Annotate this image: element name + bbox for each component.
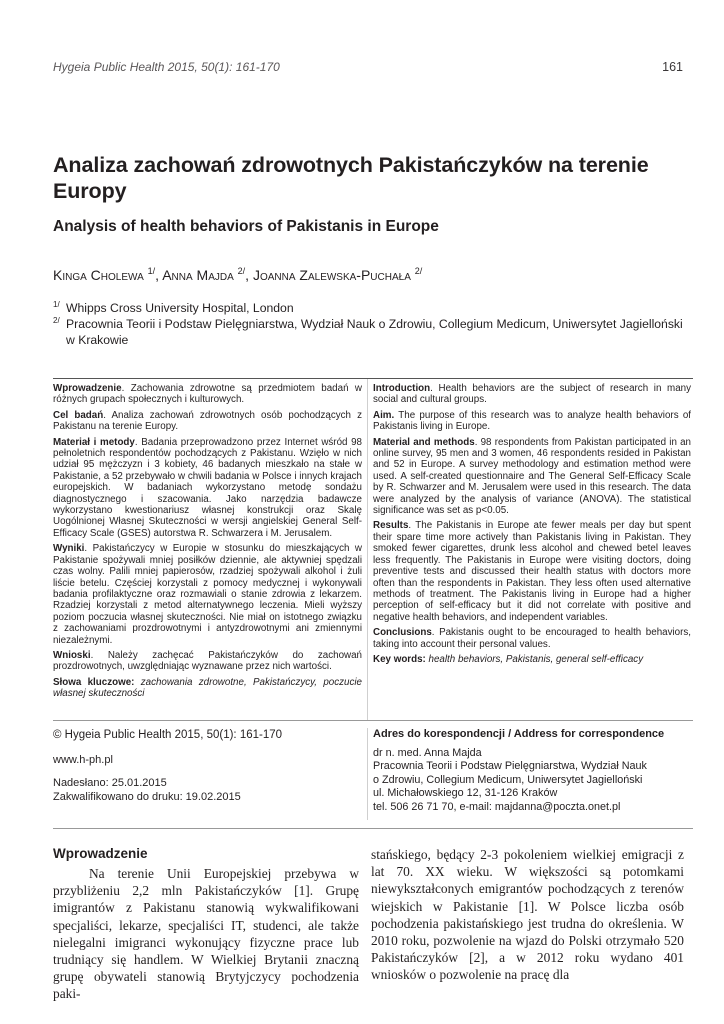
abstract-paragraph (373, 383, 691, 406)
body-column-left (53, 846, 359, 1003)
abstract-divider (367, 379, 368, 720)
author-affiliation-mark: 2/ (237, 266, 246, 276)
abstract-label: Aim. (373, 409, 395, 421)
abstract-paragraph (53, 437, 362, 540)
body-paragraph: stańskiego, będący 2-3 pokoleniem wielkiej emigracji z lat 70. XX wieku. W większości są potomkami niewykształconych emigrantów pochodzących z terenów wiejskich w Pakistanie [1]. W Polsce liczba osób pochodzenia pakistańskiego jest trudna do określenia. W 2010 roku, pozwolenie na wjazd do Polski otrzymało 520 Pakistańczyków [2], a w 2012 roku wydano 401 wniosków o pozwolenie na pracę dla (371, 847, 684, 983)
affiliation-text: Pracownia Teorii i Podstaw Pielęgniarstwa, Wydział Nauk o Zdrowiu, Collegium Medicum, Uniwersytet Jagielloński w Krakowie (66, 317, 683, 347)
author-list (53, 266, 693, 283)
body-column-right (371, 846, 684, 984)
abstract-label: Results (373, 520, 409, 532)
abstract-text: . Health behaviors are the subject of research in many social and cultural groups. (373, 383, 691, 406)
publication-info (53, 728, 362, 804)
abstract-text: . Należy zachęcać Pakistańczyków do zachowań prozdrowotnych, uwzględniając wyznawane przez nich wartości. (53, 649, 362, 673)
keywords-text: health behaviors, Pakistanis, general self-efficacy (425, 653, 644, 665)
correspondence-line: Pracownia Teorii i Podstaw Pielęgniarstwa, Wydział Nauk (373, 760, 647, 773)
abstract-text: . Badania przeprowadzono przez Internet wśród 98 pełnoletnich respondentów pochodzących z Pakistanu. Wzięło w nich udział 95 mężczyzn i 3 kobiety, 46 badanych mieszkało na stałe w Pakistanie, a 52 przebywało w chwili badania w Polsce i innych krajach europejskich. W badaniach wykorzystano metodę sondażu diagnostycznego i szacowania. Jako narzędzia badawcze wykorzystano kwestionariusz własnej konstrukcji oraz Skalę Uogólnionej Własnej Skuteczności w wersji angielskiej General Self-Efficacy Scale (GSES) autorstwa R. Schwarzera i M. Jerusalem. (53, 436, 362, 539)
abstract-label: Cel badań (53, 409, 104, 421)
author-name: Kinga Cholewa (53, 267, 144, 283)
abstract-text: . Pakistanis ought to be encouraged to health behaviors, taking into account their personal values. (373, 627, 691, 650)
abstract-paragraph (373, 520, 691, 623)
abstract-english (373, 383, 691, 669)
abstract-label: Conclusions (373, 627, 432, 639)
author-affiliation-mark: 2/ (414, 266, 423, 276)
affiliation-mark: 2/ (53, 316, 60, 325)
copyright-line: © Hygeia Public Health 2015, 50(1): 161-170 (53, 729, 283, 741)
info-divider (367, 728, 368, 820)
keywords-polish (53, 677, 362, 700)
abstract-label: Material and methods (373, 436, 475, 448)
running-head (53, 60, 683, 78)
abstract-paragraph (373, 437, 691, 517)
abstract-text: The purpose of this research was to analyze health behaviors of Pakistanis living in Europe. (373, 409, 691, 433)
author-name: Anna Majda (162, 267, 234, 283)
abstract-text: . The Pakistanis in Europe ate fewer meals per day but spent their spare time more actively than Pakistanis living in Pakistan. They smoked fewer cigarettes, drunk less alcohol and chewed betel leaves less frequently. The Pakistanis in Europe were visiting doctors, doing preventive tests and discussed their health status with doctors more often than the respondents in Pakistan. They less often used alternative methods of treatment. The Pakistanis living in Europe had a higher perception of self-efficacy but it did not correlate with positive and negative health behaviors, and independent variables. (373, 520, 691, 623)
abstract-paragraph (53, 543, 362, 646)
page-number: 161 (662, 60, 683, 74)
correspondence-line: dr n. med. Anna Majda (373, 746, 482, 759)
correspondence-line: o Zdrowiu, Collegium Medicum, Uniwersytet Jagielloński (373, 773, 643, 786)
body-paragraph: Na terenie Unii Europejskiej przebywa w przybliżeniu 2,2 mln Pakistańczyków [1]. Grupę imigrantów z Pakistanu stanowią wykwalifikowani specjaliści, lekarze, specjaliści IT, studenci, ale także nielegalni imigranci wykonujący fizyczne prace lub trudniący się handlem. W Wielkiej Brytanii znaczną grupę obywateli stanowią Brytyjczycy pochodzenia paki- (53, 866, 359, 1002)
submitted-date: Nadesłano: 25.01.2015 (53, 777, 167, 789)
correspondence-block (373, 728, 693, 815)
keywords-english (373, 654, 691, 665)
affiliation-item (53, 300, 693, 316)
abstract-label: Wnioski (53, 649, 91, 661)
abstract-box (53, 378, 693, 721)
article-title-polish: Analiza zachowań zdrowotnych Pakistańczyków na terenie Europy (53, 153, 649, 203)
abstract-label: Introduction (373, 383, 431, 394)
correspondence-heading: Adres do korespondencji / Address for correspondence (373, 728, 665, 740)
article-title-english: Analysis of health behaviors of Pakistanis in Europe (53, 218, 439, 235)
abstract-paragraph (53, 383, 362, 406)
author-affiliation-mark: 1/ (147, 266, 156, 276)
journal-reference: Hygeia Public Health 2015, 50(1): 161-170 (53, 60, 280, 74)
author-name: Joanna Zalewska-Puchała (252, 267, 411, 283)
abstract-text: . Pakistańczycy w Europie w stosunku do mieszkających w Pakistanie spożywali mniej posiłków dziennie, ale aktywniej spędzali czas wolny. Palili mniej papierosów, rzadziej spożywali alkohol i żuli liście betelu. Częściej korzystali z pomocy medycznej i wykonywali badania profilaktyczne oraz rozmawiali o stanie zdrowia z lekarzem. Rzadziej korzystali z metod alternatywnego leczenia. Mieli wyższy poziom poczucia własnej skuteczności. Nie miał on istotnego związku z zachowaniami prozdrowotnymi i antyzdrowotnymi ani zmiennymi niezależnymi. (53, 543, 362, 646)
abstract-text: . 98 respondents from Pakistan participated in an online survey, 95 men and 3 women, 46 respondents resided in Pakistan and 52 in Europe. A survey methodology and estimation method were used. A self-created questionnaire and The General Self-Efficacy Scale by R. Schwarzer and M. Jerusalem were used in this research. The data were analyzed by the analysis of variance (ANOVA). The statistical significance was set as p<0.05. (373, 436, 692, 517)
affiliation-mark: 1/ (53, 300, 60, 309)
correspondence-line: ul. Michałowskiego 12, 31-126 Kraków (373, 787, 558, 800)
publication-info-area (53, 728, 693, 828)
abstract-paragraph (373, 410, 691, 433)
abstract-polish (53, 383, 362, 704)
abstract-label: Wyniki (53, 543, 85, 555)
author-separator: , (245, 267, 253, 283)
abstract-paragraph (53, 650, 362, 673)
abstract-text: . Zachowania zdrowotne są przedmiotem badań w różnych grupach społecznych i kulturowych. (53, 383, 362, 406)
accepted-date: Zakwalifikowano do druku: 19.02.2015 (53, 791, 241, 803)
abstract-label: Materiał i metody (53, 436, 135, 448)
author-separator: , (155, 267, 163, 283)
section-rule (53, 828, 693, 829)
keywords-label: Key words: (373, 653, 426, 665)
affiliation-item (53, 316, 693, 348)
affiliations (53, 300, 693, 348)
section-heading: Wprowadzenie (53, 846, 148, 861)
abstract-paragraph (53, 410, 362, 433)
website-link[interactable]: www.h-ph.pl (53, 754, 113, 766)
abstract-paragraph (373, 627, 691, 650)
abstract-label: Wprowadzenie (53, 383, 122, 394)
abstract-text: . Analiza zachowań zdrowotnych osób pochodzących z Pakistanu na terenie Europy. (53, 409, 362, 433)
correspondence-contact: tel. 506 26 71 70, e-mail: majdanna@poczta.onet.pl (373, 800, 621, 813)
affiliation-text: Whipps Cross University Hospital, London (66, 301, 294, 315)
keywords-text: zachowania zdrowotne, Pakistańczycy, poczucie własnej skuteczności (53, 676, 362, 700)
keywords-label: Słowa kluczowe: (53, 676, 135, 688)
